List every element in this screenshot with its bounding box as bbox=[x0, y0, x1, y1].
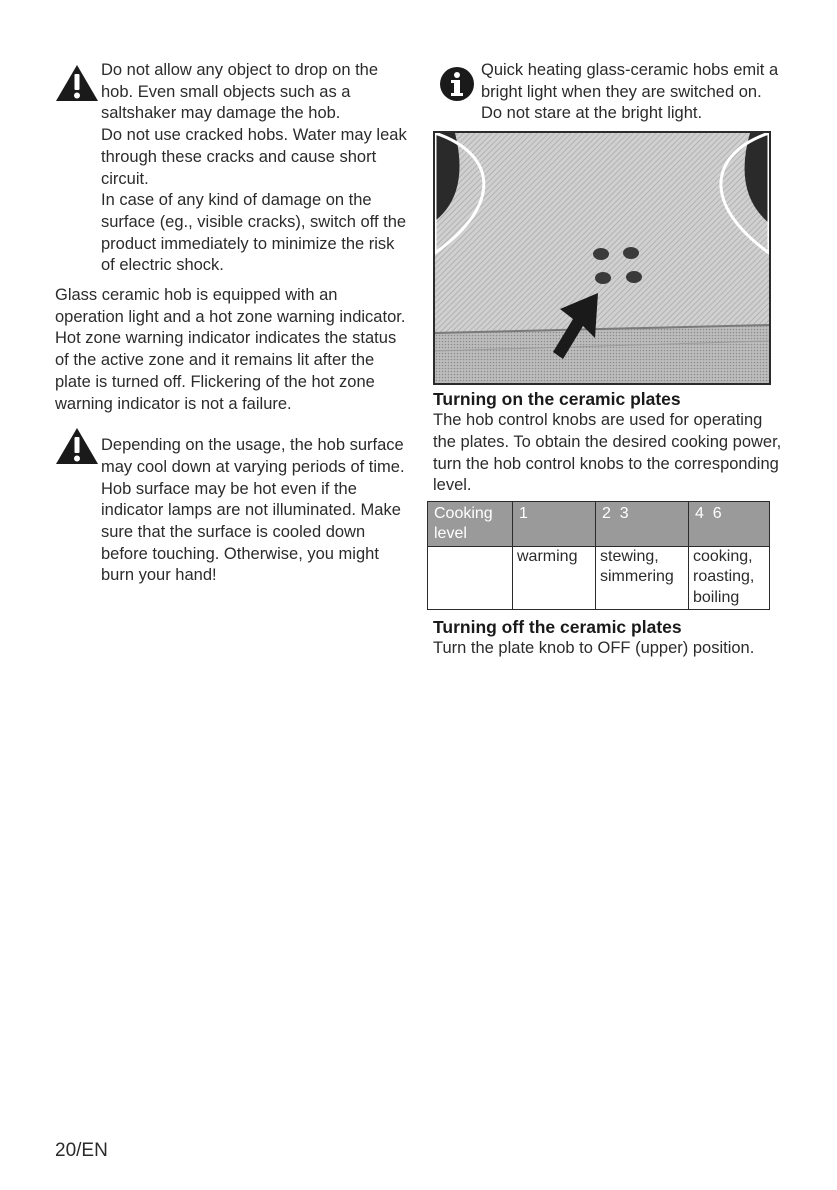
page-number: 20/EN bbox=[55, 1140, 108, 1161]
right-column bbox=[433, 60, 783, 660]
table-header-cell: 4 6 bbox=[689, 501, 770, 546]
warning-block-damage bbox=[55, 60, 407, 277]
table-header-row bbox=[428, 501, 770, 546]
warning-paragraph: Do not allow any object to drop on the hob. Even small objects such as a saltshaker may damage the hob. bbox=[101, 61, 379, 123]
body-paragraph: Hot zone warning indicator indicates the status of the active zone and it remains lit after the plate is turned off. Flickering of the hot zone warning indicator is not a failure. bbox=[55, 329, 397, 413]
table-header-cell: 2 3 bbox=[596, 501, 689, 546]
section-text-turning-on: The hob control knobs are used for operating the plates. To obtain the desired cooking power, turn the hob control knobs to the corresponding level. bbox=[433, 411, 782, 495]
left-column bbox=[55, 60, 407, 587]
section-heading-turning-off: Turning off the ceramic plates bbox=[433, 616, 682, 637]
table-header-cell: Cooking level bbox=[428, 501, 513, 546]
info-text: Quick heating glass-ceramic hobs emit a bright light when they are switched on. Do not stare at the bright light. bbox=[481, 61, 779, 123]
body-paragraph: Glass ceramic hob is equipped with an operation light and a hot zone warning indicator. bbox=[55, 286, 406, 326]
table-cell bbox=[428, 546, 513, 609]
warning-paragraph: In case of any kind of damage on the surface (eg., visible cracks), switch off the product immediately to minimize the risk of electric shock. bbox=[101, 191, 407, 275]
table-header-cell: 1 bbox=[513, 501, 596, 546]
warning-block-hot-surface bbox=[55, 435, 407, 587]
info-block bbox=[433, 60, 783, 125]
warning-triangle-icon bbox=[55, 427, 99, 465]
table-row bbox=[428, 546, 770, 609]
warning-paragraph: Do not use cracked hobs. Water may leak through these cracks and cause short circuit. bbox=[101, 126, 407, 188]
cooking-level-table bbox=[427, 501, 770, 610]
hob-indicator-photo bbox=[433, 131, 771, 385]
warning-triangle-icon bbox=[55, 64, 99, 102]
warning-paragraph: Depending on the usage, the hob surface may cool down at varying periods of time. Hob surface may be hot even if the indicator lamps are not illuminated. Make sure that the surface is cooled down before touching. Otherwise, you might burn your hand! bbox=[101, 436, 405, 585]
section-heading-turning-on: Turning on the ceramic plates bbox=[433, 389, 681, 410]
table-cell: stewing, simmering bbox=[596, 546, 689, 609]
section-text-turning-off: Turn the plate knob to OFF (upper) position. bbox=[433, 638, 755, 657]
hob-photo-image bbox=[435, 133, 769, 383]
table-cell: cooking, roasting, boiling bbox=[689, 546, 770, 609]
info-icon bbox=[439, 66, 475, 102]
table-cell: warming bbox=[513, 546, 596, 609]
